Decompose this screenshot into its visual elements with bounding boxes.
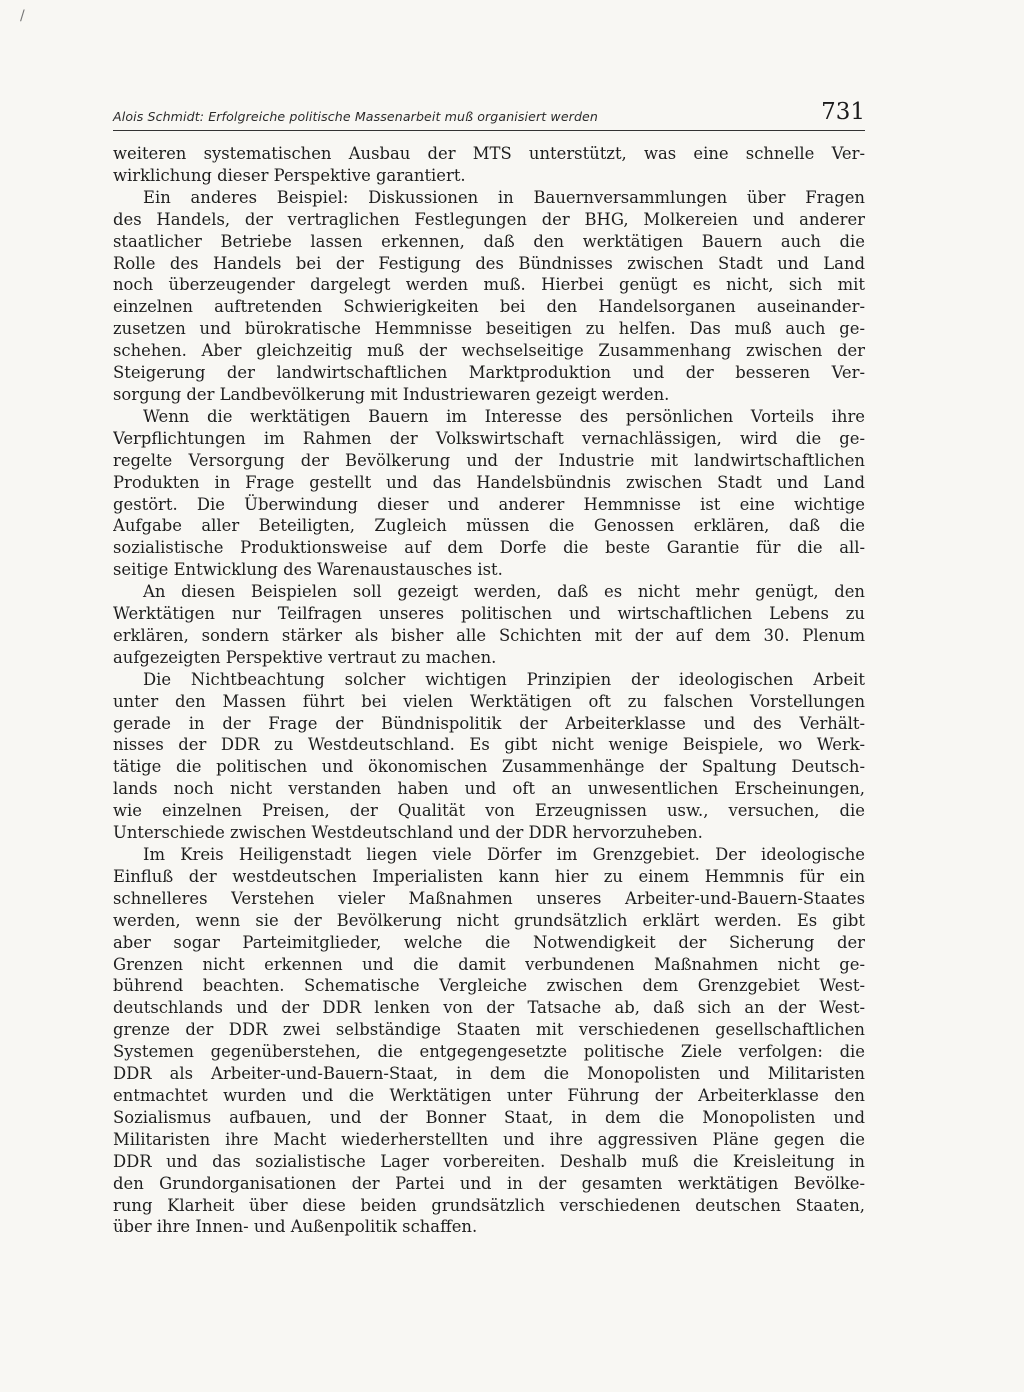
text-line: Im Kreis Heiligenstadt liegen viele Dörfer im Grenzgebiet. Der ideologische: [143, 845, 865, 864]
text-line: aber sogar Parteimitglieder, welche die Notwendigkeit der Sicherung der: [113, 932, 865, 952]
text-line: Sozialismus aufbauen, und der Bonner Staat, in dem die Monopolisten und: [113, 1107, 865, 1127]
text-line: weiteren systematischen Ausbau der MTS unterstützt, was eine schnelle Ver-: [113, 144, 865, 163]
text-line: unter den Massen führt bei vielen Werktätigen oft zu falschen Vorstellungen: [113, 691, 865, 711]
paragraph: [113, 187, 865, 406]
text-line: zusetzen und bürokratische Hemmnisse beseitigen zu helfen. Das muß auch ge-: [113, 319, 865, 339]
text-line: gestört. Die Überwindung dieser und anderer Hemmnisse ist eine wichtige: [113, 494, 865, 514]
text-line: sozialistische Produktionsweise auf dem Dorfe die beste Garantie für die all-: [113, 538, 865, 558]
paragraph: [113, 581, 865, 669]
paragraph: [113, 844, 865, 1238]
paragraph: [113, 143, 865, 187]
text-line: sorgung der Landbevölkerung mit Industriewaren gezeigt werden.: [113, 384, 670, 404]
header-title: Alois Schmidt: Erfolgreiche politische Massenarbeit muß organisiert werden: [113, 109, 598, 124]
text-line: noch überzeugender dargelegt werden muß. Hierbei genügt es nicht, sich mit: [113, 275, 865, 295]
text-line: nisses der DDR zu Westdeutschland. Es gibt nicht wenige Beispiele, wo Werk-: [113, 735, 865, 755]
text-line: Aufgabe aller Beteiligten, Zugleich müssen die Genossen erklären, daß die: [113, 516, 865, 536]
text-line: Grenzen nicht erkennen und die damit verbundenen Maßnahmen nicht ge-: [113, 954, 865, 974]
paragraph: [113, 406, 865, 581]
text-line: aufgezeigten Perspektive vertraut zu machen.: [113, 647, 497, 667]
text-line: tätige die politischen und ökonomischen Zusammenhänge der Spaltung Deutsch-: [113, 757, 865, 777]
running-header: [113, 88, 865, 131]
text-line: einzelnen auftretenden Schwierigkeiten bei den Handelsorganen auseinander-: [113, 297, 865, 317]
text-line: staatlicher Betriebe lassen erkennen, daß den werktätigen Bauern auch die: [113, 231, 865, 251]
text-line: Ein anderes Beispiel: Diskussionen in Bauernversammlungen über Fragen: [143, 187, 865, 207]
text-line: Produkten in Frage gestellt und das Handelsbündnis zwischen Stadt und Land: [113, 472, 865, 492]
text-line: den Grundorganisationen der Partei und in der gesamten werktätigen Bevölke-: [113, 1173, 865, 1193]
text-line: wirklichung dieser Perspektive garantiert.: [113, 165, 466, 185]
text-line: schehen. Aber gleichzeitig muß der wechselseitige Zusammenhang zwischen der: [113, 341, 865, 361]
text-line: schnelleres Verstehen vieler Maßnahmen unseres Arbeiter-und-Bauern-Staates: [113, 888, 865, 908]
text-line: des Handels, der vertraglichen Festlegungen der BHG, Molkereien und anderer: [113, 209, 865, 229]
text-line: Systemen gegenüberstehen, die entgegengesetzte politische Ziele verfolgen: die: [113, 1042, 865, 1062]
text-line: An diesen Beispielen soll gezeigt werden, daß es nicht mehr genügt, den: [143, 582, 865, 602]
text-line: grenze der DDR zwei selbständige Staaten mit verschiedenen gesellschaftlichen: [113, 1020, 865, 1040]
text-line: DDR als Arbeiter-und-Bauern-Staat, in dem die Monopolisten und Militaristen: [113, 1064, 865, 1084]
text-line: entmachtet wurden und die Werktätigen unter Führung der Arbeiterklasse den: [113, 1085, 865, 1105]
text-line: Einfluß der westdeutschen Imperialisten kann hier zu einem Hemmnis für ein: [113, 866, 865, 886]
page-number: 731: [821, 99, 865, 125]
text-line: Die Nichtbeachtung solcher wichtigen Prinzipien der ideologischen Arbeit: [143, 669, 865, 689]
text-line: werden, wenn sie der Bevölkerung nicht grundsätzlich erklärt werden. Es gibt: [113, 910, 865, 930]
text-line: Unterschiede zwischen Westdeutschland und der DDR hervorzuheben.: [113, 823, 703, 843]
body-text: [113, 143, 865, 1238]
text-line: lands noch nicht verstanden haben und oft an unwesentlichen Erscheinungen,: [113, 779, 865, 799]
text-line: regelte Versorgung der Bevölkerung und der Industrie mit landwirtschaftlichen: [113, 450, 865, 470]
text-line: Steigerung der landwirtschaftlichen Marktproduktion und der besseren Ver-: [113, 363, 865, 383]
text-line: gerade in der Frage der Bündnispolitik der Arbeiterklasse und des Verhält-: [113, 713, 865, 733]
text-line: DDR und das sozialistische Lager vorbereiten. Deshalb muß die Kreisleitung in: [113, 1151, 865, 1171]
text-line: Militaristen ihre Macht wiederherstellten und ihre aggressiven Pläne gegen die: [113, 1129, 865, 1149]
text-line: Wenn die werktätigen Bauern im Interesse des persönlichen Vorteils ihre: [143, 406, 865, 426]
text-line: über ihre Innen- und Außenpolitik schaffen.: [113, 1217, 478, 1237]
margin-scan-mark: /: [20, 8, 25, 24]
text-line: deutschlands und der DDR lenken von der Tatsache ab, daß sich an der West-: [113, 998, 865, 1018]
paragraph: [113, 669, 865, 844]
text-line: bührend beachten. Schematische Vergleiche zwischen dem Grenzgebiet West-: [113, 976, 865, 996]
text-line: Rolle des Handels bei der Festigung des Bündnisses zwischen Stadt und Land: [113, 253, 865, 273]
text-line: Werktätigen nur Teilfragen unseres politischen und wirtschaftlichen Lebens zu: [113, 604, 865, 624]
text-line: Verpflichtungen im Rahmen der Volkswirtschaft vernachlässigen, wird die ge-: [113, 428, 865, 448]
text-line: erklären, sondern stärker als bisher alle Schichten mit der auf dem 30. Plenum: [113, 625, 865, 645]
text-line: wie einzelnen Preisen, der Qualität von Erzeugnissen usw., versuchen, die: [113, 801, 865, 821]
text-line: seitige Entwicklung des Warenaustausches ist.: [113, 560, 503, 580]
text-line: rung Klarheit über diese beiden grundsätzlich verschiedenen deutschen Staaten,: [113, 1195, 865, 1215]
